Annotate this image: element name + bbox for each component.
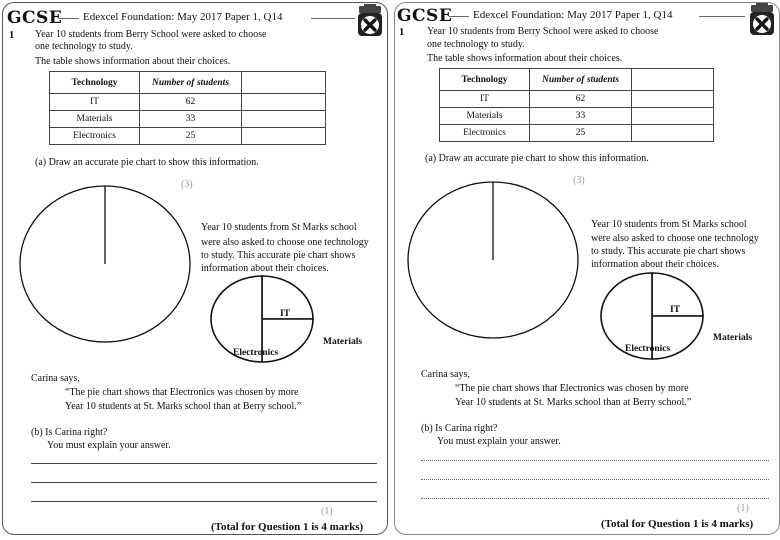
st-marks-text: information about their choices.: [201, 263, 329, 274]
st-marks-text: Year 10 students from St Marks school: [591, 219, 747, 230]
answer-line[interactable]: [31, 463, 377, 464]
table-row: [440, 91, 714, 108]
bin-close-icon[interactable]: [355, 4, 385, 38]
angle-cell[interactable]: [632, 125, 714, 142]
part-b-prompt: (b) Is Carina right?: [31, 427, 108, 438]
technology-table: [49, 71, 326, 145]
st-marks-text: Year 10 students from St Marks school: [201, 222, 357, 233]
table-row: [440, 125, 714, 142]
part-a-prompt: (a) Draw an accurate pie chart to show this information.: [35, 157, 259, 168]
carina-says: Carina says,: [31, 373, 80, 384]
total-marks: (Total for Question 1 is 4 marks): [601, 518, 754, 530]
part-a-marks: (3): [181, 179, 193, 190]
table-cell: Materials: [440, 108, 530, 125]
st-marks-text: to study. This accurate pie chart shows: [201, 250, 356, 261]
intro-line: The table shows information about their choices.: [427, 53, 623, 64]
blank-pie-circle[interactable]: [19, 184, 193, 344]
header-rule: [311, 18, 355, 19]
part-b-instruction: You must explain your answer.: [437, 436, 561, 447]
angle-column: [242, 72, 326, 94]
intro-line: one technology to study.: [35, 41, 133, 52]
table-row: [50, 128, 326, 145]
header-rule: [699, 16, 745, 17]
table-header: Technology: [50, 72, 140, 94]
st-marks-text: information about their choices.: [591, 259, 719, 270]
answer-line[interactable]: [31, 501, 377, 502]
carina-quote: Year 10 students at St. Marks school than at Berry school.”: [65, 401, 302, 412]
answer-line[interactable]: [31, 482, 377, 483]
table-cell: 33: [530, 108, 632, 125]
total-marks: (Total for Question 1 is 4 marks): [211, 521, 364, 533]
table-cell: 62: [140, 94, 242, 111]
angle-cell[interactable]: [632, 108, 714, 125]
intro-line: one technology to study.: [427, 39, 525, 50]
table-cell: Materials: [50, 111, 140, 128]
table-cell: IT: [50, 94, 140, 111]
intro-line: Year 10 students from Berry School were asked to choose: [427, 26, 659, 37]
table-cell: Electronics: [50, 128, 140, 145]
question-source: Edexcel Foundation: May 2017 Paper 1, Q14: [83, 11, 283, 23]
part-a-marks: (3): [573, 175, 585, 186]
table-header: Number of students: [140, 72, 242, 94]
intro-line: Year 10 students from Berry School were asked to choose: [35, 29, 267, 40]
worksheet-panel-right: [394, 2, 780, 535]
st-marks-text: were also asked to choose one technology: [201, 237, 369, 248]
blank-pie-circle[interactable]: [407, 180, 581, 340]
table-header-row: [440, 69, 714, 91]
table-cell: IT: [440, 91, 530, 108]
pie-label-materials: Materials: [713, 333, 753, 343]
part-b-instruction: You must explain your answer.: [47, 440, 171, 451]
carina-says: Carina says,: [421, 369, 470, 380]
table-row: [50, 94, 326, 111]
table-cell: 62: [530, 91, 632, 108]
angle-cell[interactable]: [242, 111, 326, 128]
question-number: 1: [399, 27, 405, 38]
worksheet-panel-left: [2, 2, 388, 535]
table-cell: 25: [530, 125, 632, 142]
part-a-prompt: (a) Draw an accurate pie chart to show this information.: [425, 153, 649, 164]
table-cell: Electronics: [440, 125, 530, 142]
part-b-marks: (1): [737, 503, 749, 514]
table-cell: 25: [140, 128, 242, 145]
gcse-logo: GCSE: [7, 8, 63, 28]
technology-table: [439, 68, 714, 142]
angle-cell[interactable]: [242, 128, 326, 145]
question-number: 1: [9, 30, 15, 41]
table-header: Number of students: [530, 69, 632, 91]
carina-quote: Year 10 students at St. Marks school than at Berry school.”: [455, 397, 692, 408]
table-header: Technology: [440, 69, 530, 91]
st-marks-text: to study. This accurate pie chart shows: [591, 246, 746, 257]
carina-quote: “The pie chart shows that Electronics was chosen by more: [455, 383, 689, 394]
answer-line[interactable]: [421, 460, 769, 461]
pie-label-it: IT: [280, 309, 291, 319]
part-b-marks: (1): [321, 506, 333, 517]
carina-quote: “The pie chart shows that Electronics was chosen by more: [65, 387, 299, 398]
table-header-row: [50, 72, 326, 94]
table-row: [440, 108, 714, 125]
bin-close-icon[interactable]: [747, 3, 777, 37]
pie-label-electronics: Electronics: [625, 344, 671, 354]
header-rule: [59, 18, 79, 19]
gcse-logo: GCSE: [397, 6, 453, 26]
pie-label-it: IT: [670, 305, 681, 315]
pie-label-materials: Materials: [323, 337, 363, 347]
answer-line[interactable]: [421, 498, 769, 499]
st-marks-text: were also asked to choose one technology: [591, 233, 759, 244]
part-b-prompt: (b) Is Carina right?: [421, 423, 498, 434]
header-rule: [449, 16, 469, 17]
answer-line[interactable]: [421, 479, 769, 480]
pie-label-electronics: Electronics: [233, 348, 279, 358]
angle-cell[interactable]: [632, 91, 714, 108]
intro-line: The table shows information about their choices.: [35, 56, 231, 67]
table-row: [50, 111, 326, 128]
table-cell: 33: [140, 111, 242, 128]
question-source: Edexcel Foundation: May 2017 Paper 1, Q14: [473, 9, 673, 21]
angle-cell[interactable]: [242, 94, 326, 111]
angle-column: [632, 69, 714, 91]
